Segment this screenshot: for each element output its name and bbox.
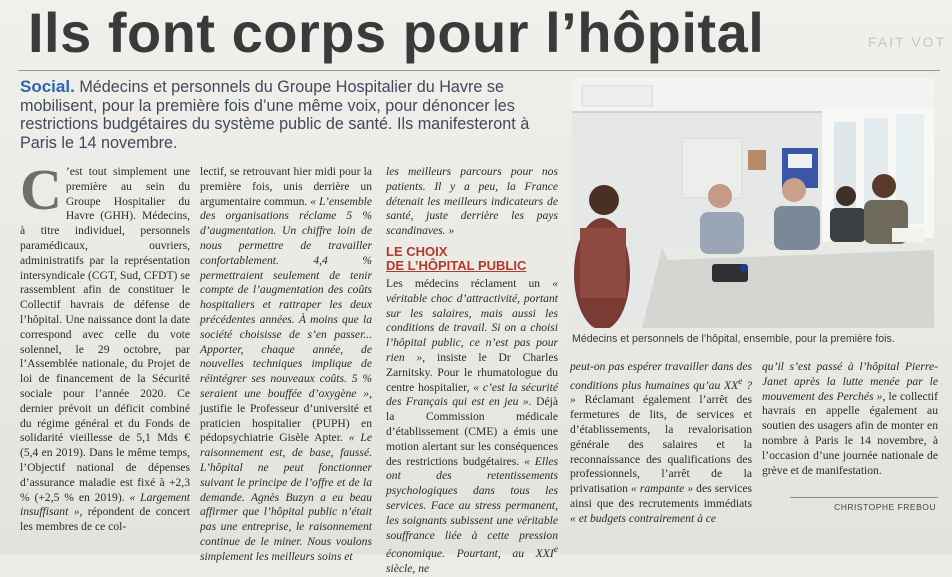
article-column-3	[386, 165, 558, 577]
section-kicker: Social.	[20, 77, 75, 96]
column-3-quote-1: les meilleurs parcours pour nos patients. Il y a peu, la France détenait les meilleurs indicateurs de santé, juste derrière les pays scandinaves. »	[386, 165, 558, 238]
column-1-quote: « Largement insuffisant »	[20, 490, 190, 519]
column-3-quote-4-end: siècle, ne	[386, 561, 430, 575]
intertitle	[386, 245, 558, 273]
century-superscript-2: e	[738, 375, 743, 387]
column-4-text-2: des services ainsi que des recrutements immédiats	[570, 482, 752, 511]
column-2-text-2: , justifie le Professeur d’université et praticien hospitalier (PUPH) en pédopsychiatrie Gisèle Apter.	[200, 386, 372, 445]
intertitle-line-1: LE CHOIX	[386, 243, 448, 259]
column-4-text-1: Réclamant également l’arrêt des fermetures de lits, de services et d’établissements, la revalorisation générale des salaires et la reconnaissance des qualifications des professionnels, l’arrêt de la privatisation	[570, 393, 752, 496]
article-lead	[20, 78, 568, 152]
article-column-1	[20, 157, 190, 535]
century-superscript: e	[553, 544, 558, 556]
column-4-quote-3: « et budgets contrairement à ce	[570, 511, 717, 525]
column-3-quote-3: « c’est la sécurité des Français qui est en jeu ».	[386, 380, 558, 409]
column-5-text-1: , le collectif havrais en appelle également au soutien des usagers afin de monter en nombre à Paris le 14 novembre, à l’occasion d’une journée nationale de grève et de manifestation.	[762, 389, 938, 477]
signature-rule	[790, 497, 938, 498]
article-column-4	[570, 360, 752, 527]
photo-caption: Médecins et personnels de l’hôpital, ensemble, pour la première fois.	[572, 333, 895, 345]
meeting-photo-illustration	[572, 78, 934, 328]
column-1-text: ’est tout simplement une première au sein du Groupe Hospitalier du Havre (GHH). Médecins, à titre individuel, personnels paramédicaux, ouvriers, administratifs par la représentation intersyndicale (CGT, Sud, CFDT) se rassemblent afin de constituer le Collectif havrais de défense de l’hôpital. Une naissance dont la date correspond avec celle du vote solennel, le 29 octobre, par l’Assemblée nationale, du Projet de loi de financement de la Sécurité sociale pour l’année 2020. Ce dernier prévoit un déficit combiné du régime général et du Fonds de solidarité vieillesse de 5,1 Mds € (5,4 en 2019). Dans le même temps, l’Objectif national de dépenses d’assurance maladie est fixé à +2,3 % (+2,5 % en 2019).	[20, 165, 190, 504]
adjacent-page-bleed-text: FAIT VOT	[868, 34, 946, 50]
column-3-text-2: , insiste le Dr Charles Zarnitsky. Pour le rhumatologue du centre hospitalier,	[386, 350, 559, 394]
article-column-2	[200, 165, 372, 565]
headline-rule	[18, 70, 940, 71]
column-4-quote-1-end: ? »	[570, 378, 752, 407]
column-3-quote-2: « véritable choc d’attractivité, portant sur les salaires, mais aussi les conditions de travail. Si on a choisi l’hôpital public, ce n’est pas pour rien »	[386, 276, 558, 364]
intertitle-line-2: DE L’HÔPITAL PUBLIC	[386, 257, 527, 273]
article-photo	[572, 78, 934, 328]
column-2-quote-1: « L’ensemble des organisations réclame 5 % d’augmentation. Un chiffre loin de nous permettre de travailler confortablement. 4,4 % permettraient seulement de tenir compte de l’augmentation des coûts hospitaliers et rattraper les deux précédentes années. À moins que la société choisisse de s’en passer... Apporter, chaque année, de nouvelles techniques implique de réintégrer ses nouveaux coûts. 5 % seraient une bouffée d’oxygène »	[200, 194, 372, 400]
column-3-quote-4: « Elles ont des retentissements psychologiques dans tous les services. Face au stress permanent, les soignants subissent une véritable souffrance liée à cette pression économique. Pourtant, au XXI	[386, 454, 558, 561]
article-column-5	[762, 360, 938, 478]
column-4-quote-2: « rampante »	[631, 482, 694, 496]
author-signature: CHRISTOPHE FREBOU	[834, 502, 936, 512]
column-4-quote-1: peut-on pas espérer travailler dans des conditions plus humaines qu’au XX	[570, 360, 752, 392]
drop-cap: C	[20, 157, 62, 222]
column-2-text-1: lectif, se retrouvant hier midi pour la première fois, unis derrière un argumentaire commun.	[200, 165, 372, 208]
column-1-end: , répondent de concert les membres de ce col-	[20, 505, 190, 534]
lead-text: Médecins et personnels du Groupe Hospitalier du Havre se mobilisent, pour la première fois d’une même voix, pour dénoncer les restrictions budgétaires du système public de santé. Ils manifesteront à Paris le 14 novembre.	[20, 78, 530, 152]
column-3-text-3: Déjà la Commission médicale d’établissement (CME) a émis une motion alertant sur les conséquences des restrictions budgétaires.	[386, 395, 558, 468]
column-5-quote-1: qu’il s’est passé à l’hôpital Pierre-Janet après la lutte menée par le mouvement des Perchés »	[762, 360, 938, 403]
column-3-text-1: Les médecins réclament un	[386, 276, 541, 290]
article-headline: Ils font corps pour l’hôpital	[28, 1, 765, 64]
column-2-quote-2: « Le raisonnement est, de base, faussé. L’hôpital ne peut fonctionner suivant le principe de l’offre et de la demande. Agnès Buzyn a eu beau affirmer que l’hôpital public n’était pas une entreprise, le raisonnement continue de le miner. Nous voulons simplement les meilleurs soins et	[200, 431, 372, 563]
